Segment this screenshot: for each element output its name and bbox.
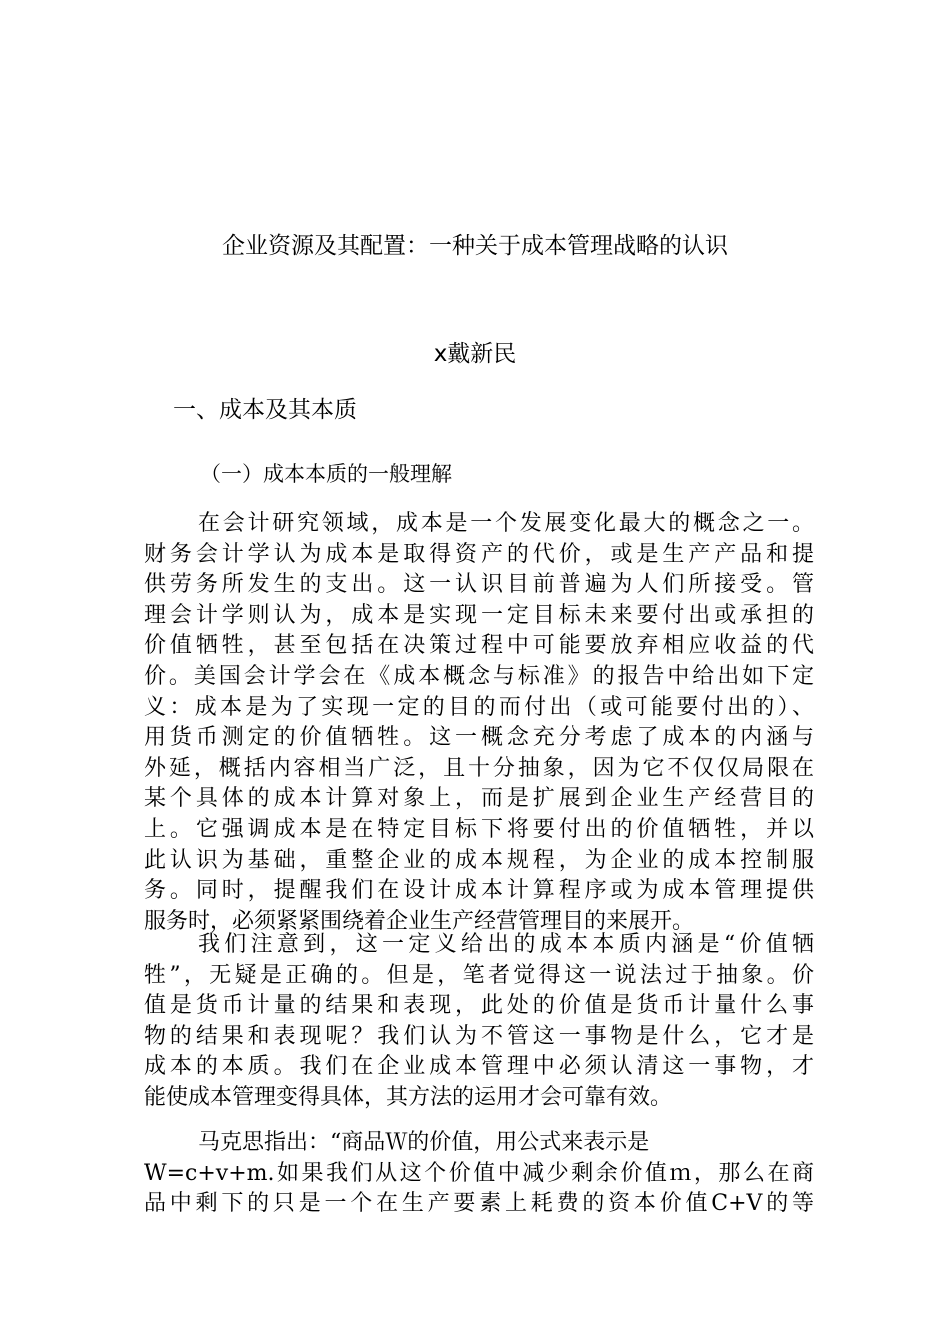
paragraph-line: 服务时，必须紧紧围绕着企业生产经营管理目的来展开。	[144, 908, 695, 934]
paragraph-line: 牲”，无疑是正确的。但是，笔者觉得这一说法过于抽象。价	[144, 962, 814, 988]
paragraph-line: 在会计研究领域，成本是一个发展变化最大的概念之一。	[198, 511, 814, 536]
section-heading: 一、成本及其本质	[173, 397, 357, 423]
paragraph-1	[144, 509, 814, 937]
paragraph-line: 供劳务所发生的支出。这一认识目前普遍为人们所接受。管	[144, 572, 814, 598]
paragraph-line: 成本的本质。我们在企业成本管理中必须认清这一事物，才	[144, 1054, 814, 1080]
paragraph-line: 能使成本管理变得具体，其方法的运用才会可靠有效。	[144, 1084, 673, 1110]
paragraph-line: 用货币测定的价值牺牲。这一概念充分考虑了成本的内涵与	[144, 725, 814, 751]
paragraph-line: 品中剩下的只是一个在生产要素上耗费的资本价值C+V的等	[144, 1191, 814, 1217]
paragraph-line: 此认识为基础，重整企业的成本规程，为企业的成本控制服	[144, 847, 814, 873]
paragraph-line: 义：成本是为了实现一定的目的而付出（或可能要付出的）、	[144, 694, 814, 720]
paragraph-line: 马克思指出：“商品Ｗ的价值，用公式来表示是	[198, 1130, 650, 1155]
paragraph-line: W=c+v+m.如果我们从这个价值中减少剩余价值ｍ，那么在商	[144, 1160, 814, 1186]
paragraph-line: 价。美国会计学会在《成本概念与标准》的报告中给出如下定	[144, 663, 814, 689]
paragraph-line: 理会计学则认为，成本是实现一定目标未来要付出或承担的	[144, 602, 814, 628]
paragraph-line: 某个具体的成本计算对象上，而是扩展到企业生产经营目的	[144, 786, 814, 812]
paragraph-line: 值是货币计量的结果和表现，此处的价值是货币计量什么事	[144, 993, 814, 1019]
author-name: x戴新民	[433, 341, 517, 367]
paragraph-line: 外延，概括内容相当广泛，且十分抽象，因为它不仅仅局限在	[144, 755, 814, 781]
document-title: 企业资源及其配置：一种关于成本管理战略的认识	[222, 233, 728, 259]
subsection-heading: （一）成本本质的一般理解	[200, 462, 452, 486]
paragraph-line: 物的结果和表现呢？我们认为不管这一事物是什么，它才是	[144, 1023, 814, 1049]
paragraph-line: 财务会计学认为成本是取得资产的代价，或是生产产品和提	[144, 541, 814, 567]
paragraph-line: 我们注意到，这一定义给出的成本本质内涵是“价值牺	[198, 932, 814, 957]
paragraph-line: 务。同时，提醒我们在设计成本计算程序或为成本管理提供	[144, 878, 814, 904]
paragraph-3	[144, 1128, 814, 1220]
paragraph-line: 价值牺牲，甚至包括在决策过程中可能要放弃相应收益的代	[144, 633, 814, 659]
paragraph-line: 上。它强调成本是在特定目标下将要付出的价值牺牲，并以	[144, 816, 814, 842]
paragraph-2	[144, 930, 814, 1114]
